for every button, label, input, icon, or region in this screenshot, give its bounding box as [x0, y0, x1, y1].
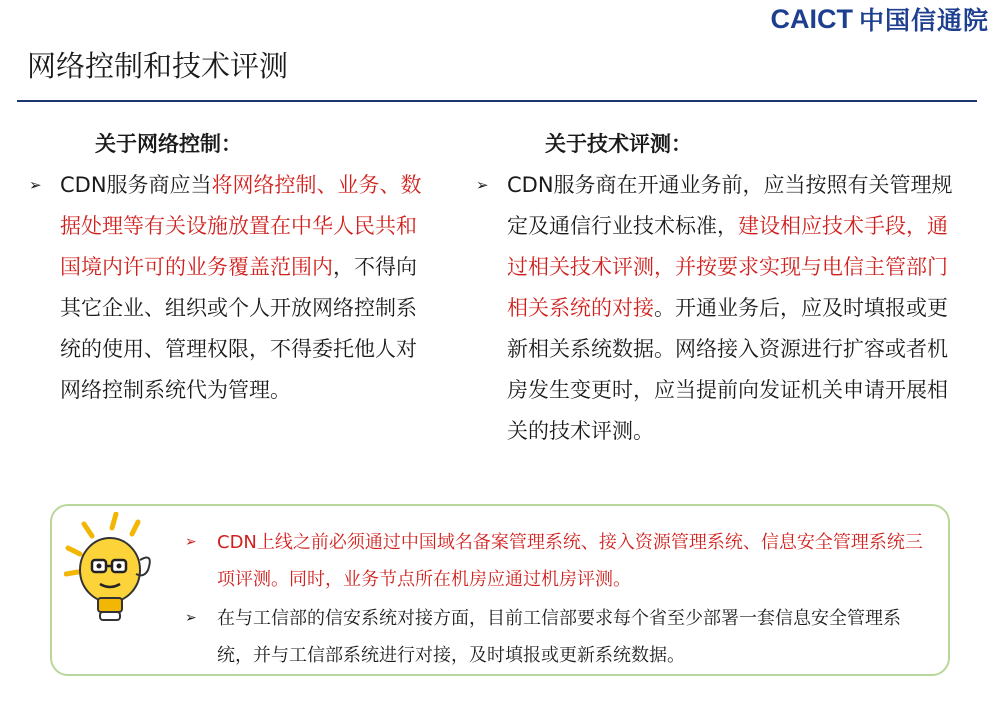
text-segment: CDN服务商在开通业务前，应当按照有关管理规定及通信行业技术标准， [507, 173, 953, 238]
highlight-segment: 将网络控制、业务、数据处理等有关设施放置在中华人民共和国境内许可的业务覆盖范围内 [60, 173, 422, 279]
callout-list [185, 522, 935, 674]
page-title: 网络控制和技术评测 [27, 49, 289, 83]
network-control-section [29, 125, 429, 411]
tech-evaluation-heading: 关于技术评测： [545, 132, 692, 156]
callout-item-text: 在与工信部的信安系统对接方面，目前工信部要求每个省至少部署一套信息安全管理系统，并与工信部系统进行对接，及时填报或更新系统数据。 [217, 608, 901, 666]
text-segment: CDN服务商应当 [60, 173, 212, 197]
callout-box [50, 504, 950, 676]
network-control-heading: 关于网络控制： [95, 132, 242, 156]
title-divider [17, 100, 977, 102]
callout-item [185, 524, 935, 598]
tech-evaluation-bullet [476, 165, 966, 452]
arrow-bullet-icon: ➢ [476, 176, 489, 194]
lightbulb-face-icon [64, 512, 164, 632]
highlight-segment: 建设相应技术手段，通过相关技术评测，并按要求实现与电信主管部门相关系统的对接 [507, 214, 948, 320]
callout-item-text: CDN上线之前必须通过中国域名备案管理系统、接入资源管理系统、信息安全管理系统三项评测。同时，业务节点所在机房应通过机房评测。 [217, 532, 923, 590]
callout-item [185, 600, 935, 674]
arrow-bullet-icon: ➢ [185, 534, 197, 550]
tech-evaluation-section [476, 125, 966, 452]
logo-chinese: 中国信通院 [858, 6, 989, 35]
tech-evaluation-text [507, 165, 966, 452]
caict-logo [770, 4, 989, 34]
network-control-bullet [29, 165, 429, 411]
text-segment: 。开通业务后，应及时填报或更新相关系统数据。网络接入资源进行扩容或者机房发生变更时，应当提前向发证机关申请开展相关的技术评测。 [507, 296, 948, 443]
arrow-bullet-icon: ➢ [29, 176, 42, 194]
text-segment: ，不得向其它企业、组织或个人开放网络控制系统的使用、管理权限，不得委托他人对网络控制系统代为管理。 [60, 255, 417, 402]
logo-latin: CAICT [770, 3, 853, 34]
arrow-bullet-icon: ➢ [185, 610, 197, 626]
network-control-text [60, 165, 429, 411]
